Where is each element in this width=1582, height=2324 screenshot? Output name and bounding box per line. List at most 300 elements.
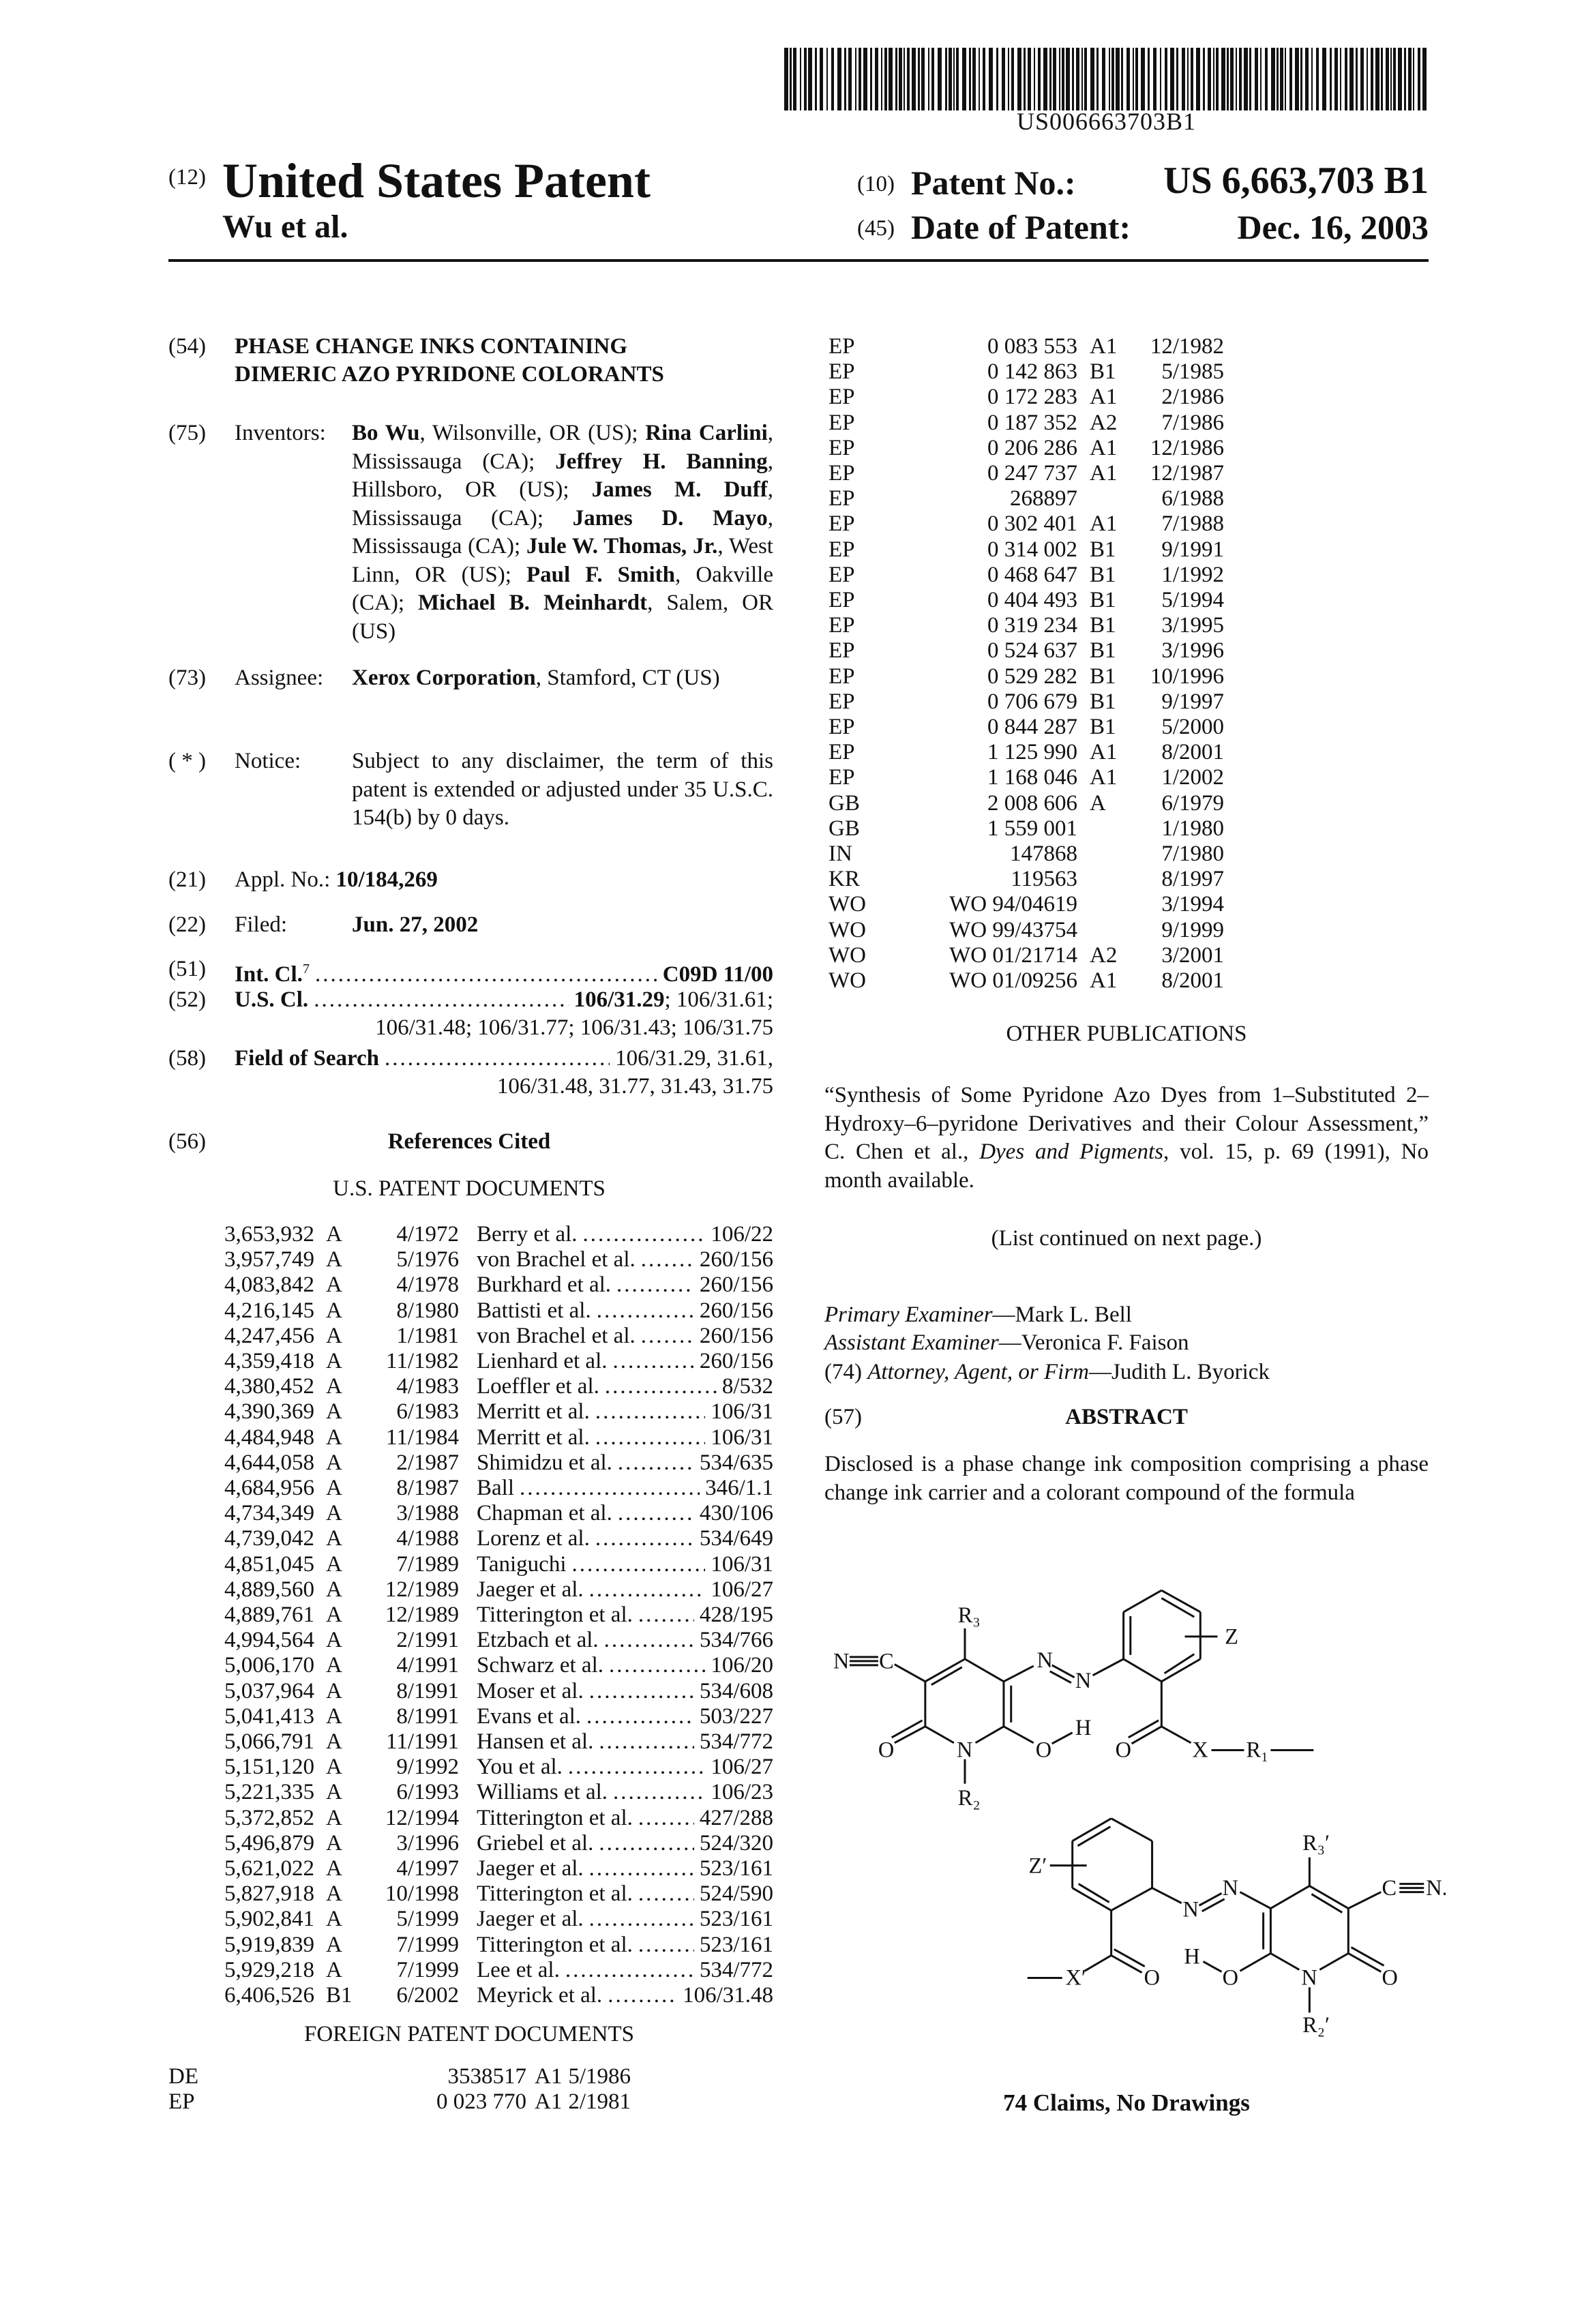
barcode-bar: [1260, 48, 1262, 110]
inventor-location: , Mississauga (CA);: [352, 477, 773, 531]
assignee-name: Xerox Corporation: [352, 666, 536, 690]
foreign-reference-row: [0, 561, 1582, 590]
date-of-patent: Dec. 16, 2003: [1238, 207, 1429, 248]
foreign-reference-row: [0, 637, 1582, 666]
barcode-bar: [1072, 48, 1074, 110]
barcode-bar: [1034, 48, 1035, 110]
inventor-location: , Salem, OR (US): [352, 591, 773, 644]
barcode-bar: [1371, 48, 1373, 110]
patent-number: 5,221,335: [224, 1778, 314, 1807]
barcode-bar: [1255, 48, 1258, 110]
country-code: WO: [829, 967, 866, 996]
barcode-bar: [1330, 48, 1332, 110]
kind-code: A: [326, 1398, 342, 1427]
country-code: WO: [829, 942, 866, 970]
ref-date: 2/1981: [568, 2088, 631, 2117]
header-divider: [168, 259, 1429, 262]
ref-inventor: Ball: [477, 1474, 514, 1503]
int-cl-value: C09D 11/00: [663, 961, 773, 989]
ref-inventor: Merritt et al.: [477, 1424, 590, 1452]
ref-date: 3/1988: [396, 1500, 459, 1528]
barcode-bar: [1062, 48, 1064, 110]
kind-code: A: [326, 1804, 342, 1833]
kind-code: A: [326, 1880, 342, 1909]
kind-code: B1: [1090, 688, 1116, 717]
kind-code: B1: [1090, 637, 1116, 666]
field-search-row: [235, 1045, 773, 1073]
leader-dots: [568, 1753, 705, 1782]
kind-code: A1: [1090, 764, 1117, 792]
barcode-bar: [931, 48, 934, 110]
country-code: KR: [829, 865, 860, 894]
country-code: EP: [829, 333, 855, 361]
ref-date: 6/1988: [1161, 485, 1224, 513]
ref-class: 260/156: [700, 1271, 773, 1300]
foreign-reference-row: [0, 434, 1582, 463]
kind-code: A1: [1090, 967, 1117, 996]
ref-date: 12/1982: [1150, 333, 1224, 361]
barcode-bar: [1102, 48, 1105, 110]
us-reference-row: [0, 1221, 773, 1249]
barcode-bar: [1316, 48, 1319, 110]
ref-date: 12/1987: [1150, 460, 1224, 488]
inventors-label: Inventors:: [235, 419, 326, 448]
ref-date: 7/1986: [1161, 409, 1224, 438]
leader-dots: [595, 1525, 694, 1553]
ref-date: 11/1982: [386, 1347, 459, 1376]
appl-number: 10/184,269: [336, 867, 438, 892]
ref-inventor: Jaeger et al.: [477, 1855, 584, 1883]
barcode-bar: [881, 48, 882, 110]
ref-date: 8/1997: [1161, 865, 1224, 894]
barcode-bar: [1393, 48, 1396, 110]
leader-dots: [613, 1347, 694, 1376]
label-c-nitrile: C: [879, 1650, 894, 1674]
us-cl-line-2: 106/31.48; 106/31.77; 106/31.43; 106/31.75: [375, 1014, 773, 1043]
inventor-name: James M. Duff: [592, 477, 768, 502]
ref-class: 534/635: [700, 1449, 773, 1478]
country-code: EP: [829, 510, 855, 539]
barcode-bar: [1176, 48, 1178, 110]
barcode-bar: [1066, 48, 1070, 110]
barcode-bar: [1418, 48, 1420, 110]
barcode-bar: [1349, 48, 1354, 110]
inventor-location: , Oakville (CA);: [352, 563, 773, 616]
ref-class: 523/161: [700, 1855, 773, 1883]
patent-number: 0 524 637: [987, 637, 1077, 666]
barcode-bar: [1345, 48, 1347, 110]
ref-class: 346/1.1: [705, 1474, 773, 1503]
barcode-bar: [1280, 48, 1283, 110]
patent-number: 4,994,564: [224, 1626, 314, 1655]
ref-date: 6/2002: [396, 1982, 459, 2010]
barcode-bar: [837, 48, 841, 110]
kind-code: A: [326, 1322, 342, 1351]
patent-number: 4,734,349: [224, 1500, 314, 1528]
kind-code: A2: [1090, 942, 1117, 970]
barcode-bar: [1084, 48, 1087, 110]
us-reference-row: [0, 1373, 773, 1401]
ref-inventor: Evans et al.: [477, 1703, 581, 1731]
inventor-class-leader: [477, 1551, 773, 1579]
ref-class: 534/772: [700, 1956, 773, 1985]
barcode-bar: [983, 48, 985, 110]
foreign-reference-row: [0, 739, 1582, 767]
ref-inventor: Jaeger et al.: [477, 1576, 584, 1605]
ref-date: 9/1999: [1161, 917, 1224, 945]
kind-code: A: [326, 1678, 342, 1706]
inventor-class-leader: [477, 1931, 773, 1960]
us-reference-row: [0, 1500, 773, 1528]
other-publications-heading: OTHER PUBLICATIONS: [824, 1020, 1429, 1049]
ref-date: 3/1994: [1161, 891, 1224, 919]
country-code: EP: [829, 434, 855, 463]
barcode-bar: [808, 48, 812, 110]
ref-class: 260/156: [700, 1246, 773, 1275]
foreign-reference-row: [0, 713, 1582, 742]
ref-date: 11/1984: [386, 1424, 459, 1452]
barcode-bar: [1049, 48, 1051, 110]
appl-label-text: Appl. No.:: [235, 867, 330, 892]
inventor-name: Bo Wu: [352, 421, 419, 445]
kind-code: A1: [1090, 383, 1117, 412]
ref-date: 12/1994: [385, 1804, 459, 1833]
foreign-reference-row: [0, 815, 1582, 844]
leader-dots: [638, 1804, 694, 1833]
patent-number: 4,083,842: [224, 1271, 314, 1300]
kind-code: B1: [1090, 713, 1116, 742]
inventor-class-leader: [477, 1601, 773, 1630]
header-code-12: (12): [168, 164, 206, 192]
patent-number: 4,889,560: [224, 1576, 314, 1605]
kind-code: A1: [535, 2063, 562, 2091]
us-reference-row: [0, 1982, 773, 2010]
label-n-azo-2: N: [1075, 1669, 1091, 1693]
inventor-location: , Mississauga (CA);: [352, 506, 773, 559]
ref-class: 534/766: [700, 1626, 773, 1655]
barcode-bar: [1271, 48, 1275, 110]
country-code: WO: [829, 917, 866, 945]
us-reference-row: [0, 1246, 773, 1275]
barcode-bar: [1111, 48, 1114, 110]
kind-code: A: [326, 1728, 342, 1757]
barcode-bar: [918, 48, 920, 110]
patent-number: 2 008 606: [987, 790, 1077, 818]
barcode-bar: [1116, 48, 1120, 110]
leader-dots: [586, 1703, 694, 1731]
barcode-bar: [949, 48, 952, 110]
inventor-class-leader: [477, 1373, 773, 1401]
inventor-class-leader: [477, 1525, 773, 1553]
barcode-bar: [844, 48, 846, 110]
kind-code: A: [326, 1347, 342, 1376]
ref-class: 106/23: [711, 1778, 773, 1807]
barcode-bar: [1008, 48, 1009, 110]
foreign-reference-row: [0, 942, 1582, 970]
barcode-bar: [1390, 48, 1392, 110]
kind-code: A: [326, 1830, 342, 1858]
filed-code: (22): [168, 911, 206, 940]
us-reference-row: [0, 1804, 773, 1833]
barcode-bar: [1153, 48, 1156, 110]
leader-dots: [589, 1678, 694, 1706]
barcode-bar: [1360, 48, 1364, 110]
patent-number: 5,902,841: [224, 1905, 314, 1934]
patent-number: 4,216,145: [224, 1297, 314, 1326]
ref-inventor: Titterington et al.: [477, 1880, 633, 1909]
patent-number: 5,372,852: [224, 1804, 314, 1833]
barcode-bar: [1141, 48, 1145, 110]
patent-number: US 6,663,703 B1: [1163, 158, 1429, 203]
us-reference-row: [0, 1880, 773, 1909]
barcode-bar: [784, 48, 788, 110]
inventor-class-leader: [477, 1576, 773, 1605]
patent-number: 5,037,964: [224, 1678, 314, 1706]
country-code: EP: [829, 764, 855, 792]
us-reference-row: [0, 1728, 773, 1757]
us-reference-row: [0, 1297, 773, 1326]
ref-date: 5/2000: [1161, 713, 1224, 742]
ref-date: 5/1994: [1161, 586, 1224, 615]
country-code: EP: [829, 586, 855, 615]
country-code: EP: [829, 688, 855, 717]
kind-code: B1: [1090, 358, 1116, 387]
kind-code: A: [326, 1956, 342, 1985]
barcode-bar: [1230, 48, 1234, 110]
barcode-bar: [899, 48, 902, 110]
us-reference-row: [0, 1753, 773, 1782]
ref-inventor: Lorenz et al.: [477, 1525, 590, 1553]
barcode-bar: [790, 48, 792, 110]
inventor-class-leader: [477, 1778, 773, 1807]
ref-date: 7/1989: [396, 1551, 459, 1579]
barcode-bar: [969, 48, 971, 110]
inventor-name: Paul F. Smith: [526, 563, 675, 587]
list-continued-note: (List continued on next page.): [824, 1225, 1429, 1253]
ref-class: 524/590: [700, 1880, 773, 1909]
label-o-carbonyl-2: O: [1144, 1966, 1160, 1991]
ref-class: 260/156: [700, 1322, 773, 1351]
inventor-class-leader: [477, 1271, 773, 1300]
barcode-bar: [1311, 48, 1313, 110]
barcode-bar: [953, 48, 955, 110]
int-cl-code: (51): [168, 955, 206, 984]
barcode-bar: [1213, 48, 1214, 110]
label-o-carbonyl: O: [1116, 1738, 1131, 1763]
leader-dots: [571, 1551, 705, 1579]
field-search-line-2: 106/31.48, 31.77, 31.43, 31.75: [497, 1073, 773, 1101]
inventor-location: , Hillsboro, OR (US);: [352, 449, 773, 503]
kind-code: A: [326, 1601, 342, 1630]
country-code: EP: [829, 739, 855, 767]
kind-code: A: [326, 1855, 342, 1883]
inventor-class-leader: [477, 1398, 773, 1427]
us-reference-row: [0, 1956, 773, 1985]
patent-number: 6,406,526: [224, 1982, 314, 2010]
country-code: EP: [829, 485, 855, 513]
inventor-class-leader: [477, 1221, 773, 1249]
patent-number: 5,006,170: [224, 1652, 314, 1680]
inventor-class-leader: [477, 1474, 773, 1503]
ref-date: 4/1991: [396, 1652, 459, 1680]
notice-label: Notice:: [235, 747, 301, 776]
ref-inventor: Moser et al.: [477, 1678, 584, 1706]
patent-number: 0 468 647: [987, 561, 1077, 590]
ref-date: 2/1987: [396, 1449, 459, 1478]
patent-number: 5,621,022: [224, 1855, 314, 1883]
us-reference-row: [0, 1424, 773, 1452]
field-search-label: Field of Search: [235, 1045, 379, 1073]
us-reference-row: [0, 1398, 773, 1427]
inventor-class-leader: [477, 1652, 773, 1680]
leader-dots: [618, 1500, 694, 1528]
us-reference-row: [0, 1271, 773, 1300]
kind-code: A: [326, 1626, 342, 1655]
us-reference-row: [0, 1449, 773, 1478]
leader-dots: [599, 1830, 693, 1858]
barcode-bar: [855, 48, 856, 110]
ref-class: 106/27: [711, 1576, 773, 1605]
barcode-bar: [1196, 48, 1200, 110]
ref-date: 7/1980: [1161, 840, 1224, 869]
foreign-reference-row: [0, 840, 1582, 869]
us-reference-row: [0, 1474, 773, 1503]
barcode-bar: [1249, 48, 1251, 110]
foreign-reference-row: [0, 409, 1582, 438]
barcode-bar: [945, 48, 947, 110]
leader-dots: [589, 1576, 706, 1605]
foreign-reference-row: [0, 358, 1582, 387]
foreign-reference-row: [0, 510, 1582, 539]
leader-dots: [589, 1855, 694, 1883]
patent-number: 3,957,749: [224, 1246, 314, 1275]
inventor-class-leader: [477, 1626, 773, 1655]
barcode-bar: [979, 48, 980, 110]
ref-date: 3/1996: [1161, 637, 1224, 666]
barcode-bar: [1322, 48, 1326, 110]
abstract-code: (57): [824, 1403, 862, 1432]
notice-code: ( * ): [168, 747, 206, 776]
label-r2: R₂: [958, 1786, 981, 1811]
us-cl-value: 106/31.29; 106/31.61;: [574, 986, 773, 1015]
ref-date: 4/1997: [396, 1855, 459, 1883]
barcode-bar: [1024, 48, 1026, 110]
country-code: EP: [829, 358, 855, 387]
kind-code: A: [326, 1525, 342, 1553]
ref-date: 9/1992: [396, 1753, 459, 1782]
barcode-bar: [1422, 48, 1427, 110]
barcode-bar: [1090, 48, 1094, 110]
ref-class: 430/106: [700, 1500, 773, 1528]
country-code: WO: [829, 891, 866, 919]
int-cl-label: Int. Cl.7: [235, 955, 310, 989]
inventor-class-leader: [477, 1804, 773, 1833]
label-o-keto: O: [878, 1738, 894, 1763]
ref-inventor: Williams et al.: [477, 1778, 608, 1807]
ref-date: 8/1991: [396, 1703, 459, 1731]
label-n-azo-1: N: [1037, 1648, 1053, 1673]
patent-number: 5,151,120: [224, 1753, 314, 1782]
ref-inventor: Meyrick et al.: [477, 1982, 602, 2010]
ref-inventor: Lee et al.: [477, 1956, 560, 1985]
references-code: (56): [168, 1128, 206, 1157]
patent-number: WO 01/21714: [949, 942, 1077, 970]
inventor-class-leader: [477, 1322, 773, 1351]
leader-dots: [599, 1728, 693, 1757]
leader-dots: [595, 1398, 705, 1427]
barcode-bar: [1038, 48, 1041, 110]
inventor-name: Michael B. Meinhardt: [418, 591, 647, 615]
us-reference-row: [0, 1778, 773, 1807]
kind-code: B1: [1090, 586, 1116, 615]
label-o-hydroxy-2: O: [1223, 1966, 1238, 1991]
label-r2-prime: R₂′: [1302, 2013, 1330, 2038]
barcode-bar: [1059, 48, 1060, 110]
kind-code: A: [326, 1271, 342, 1300]
kind-code: A1: [1090, 333, 1117, 361]
filed-label: Filed:: [235, 911, 287, 940]
barcode-bar: [912, 48, 916, 110]
patent-number: 1 168 046: [987, 764, 1077, 792]
barcode-bar: [1187, 48, 1189, 110]
ref-inventor: Taniguchi: [477, 1551, 566, 1579]
foreign-reference-row: [0, 891, 1582, 919]
barcode-number: US006663703B1: [784, 108, 1429, 136]
patent-number: 0 247 737: [987, 460, 1077, 488]
patent-number: 1 559 001: [987, 815, 1077, 844]
barcode-bar: [996, 48, 998, 110]
kind-code: B1: [1090, 663, 1116, 691]
barcode-bar: [820, 48, 823, 110]
ref-date: 8/1987: [396, 1474, 459, 1503]
header-code-45: (45): [857, 215, 895, 243]
patent-number: 0 172 283: [987, 383, 1077, 412]
ref-class: 524/320: [700, 1830, 773, 1858]
label-n-azo-3: N: [1183, 1898, 1199, 1922]
us-patent-documents-heading: U.S. PATENT DOCUMENTS: [273, 1175, 666, 1204]
label-r3-prime: R₃′: [1302, 1831, 1330, 1856]
ref-date: 9/1997: [1161, 688, 1224, 717]
barcode-bar: [1367, 48, 1368, 110]
ref-date: 1/2002: [1161, 764, 1224, 792]
barcode-bar: [1300, 48, 1302, 110]
kind-code: A: [326, 1373, 342, 1401]
barcode-bar: [1135, 48, 1138, 110]
kind-code: B1: [1090, 561, 1116, 590]
country-code: EP: [829, 460, 855, 488]
title-code: (54): [168, 333, 206, 361]
ref-date: 12/1986: [1150, 434, 1224, 463]
barcode-bar: [1289, 48, 1292, 110]
barcode-bar: [1081, 48, 1083, 110]
ref-date: 12/1989: [385, 1576, 459, 1605]
inventor-class-leader: [477, 1982, 773, 2010]
ref-class: 534/772: [700, 1728, 773, 1757]
patent-number: WO 99/43754: [949, 917, 1077, 945]
barcode-bar: [962, 48, 966, 110]
patent-number: 3,653,932: [224, 1221, 314, 1249]
ref-date: 7/1988: [1161, 510, 1224, 539]
ref-class: 260/156: [700, 1297, 773, 1326]
country-code: GB: [829, 790, 860, 818]
ref-inventor: Lienhard et al.: [477, 1347, 608, 1376]
barcode-bar: [1076, 48, 1079, 110]
ref-class: 534/608: [700, 1678, 773, 1706]
ref-date: 4/1983: [396, 1373, 459, 1401]
ref-inventor: Griebel et al.: [477, 1830, 593, 1858]
country-code: DE: [168, 2063, 198, 2091]
inventor-class-leader: [477, 1905, 773, 1934]
